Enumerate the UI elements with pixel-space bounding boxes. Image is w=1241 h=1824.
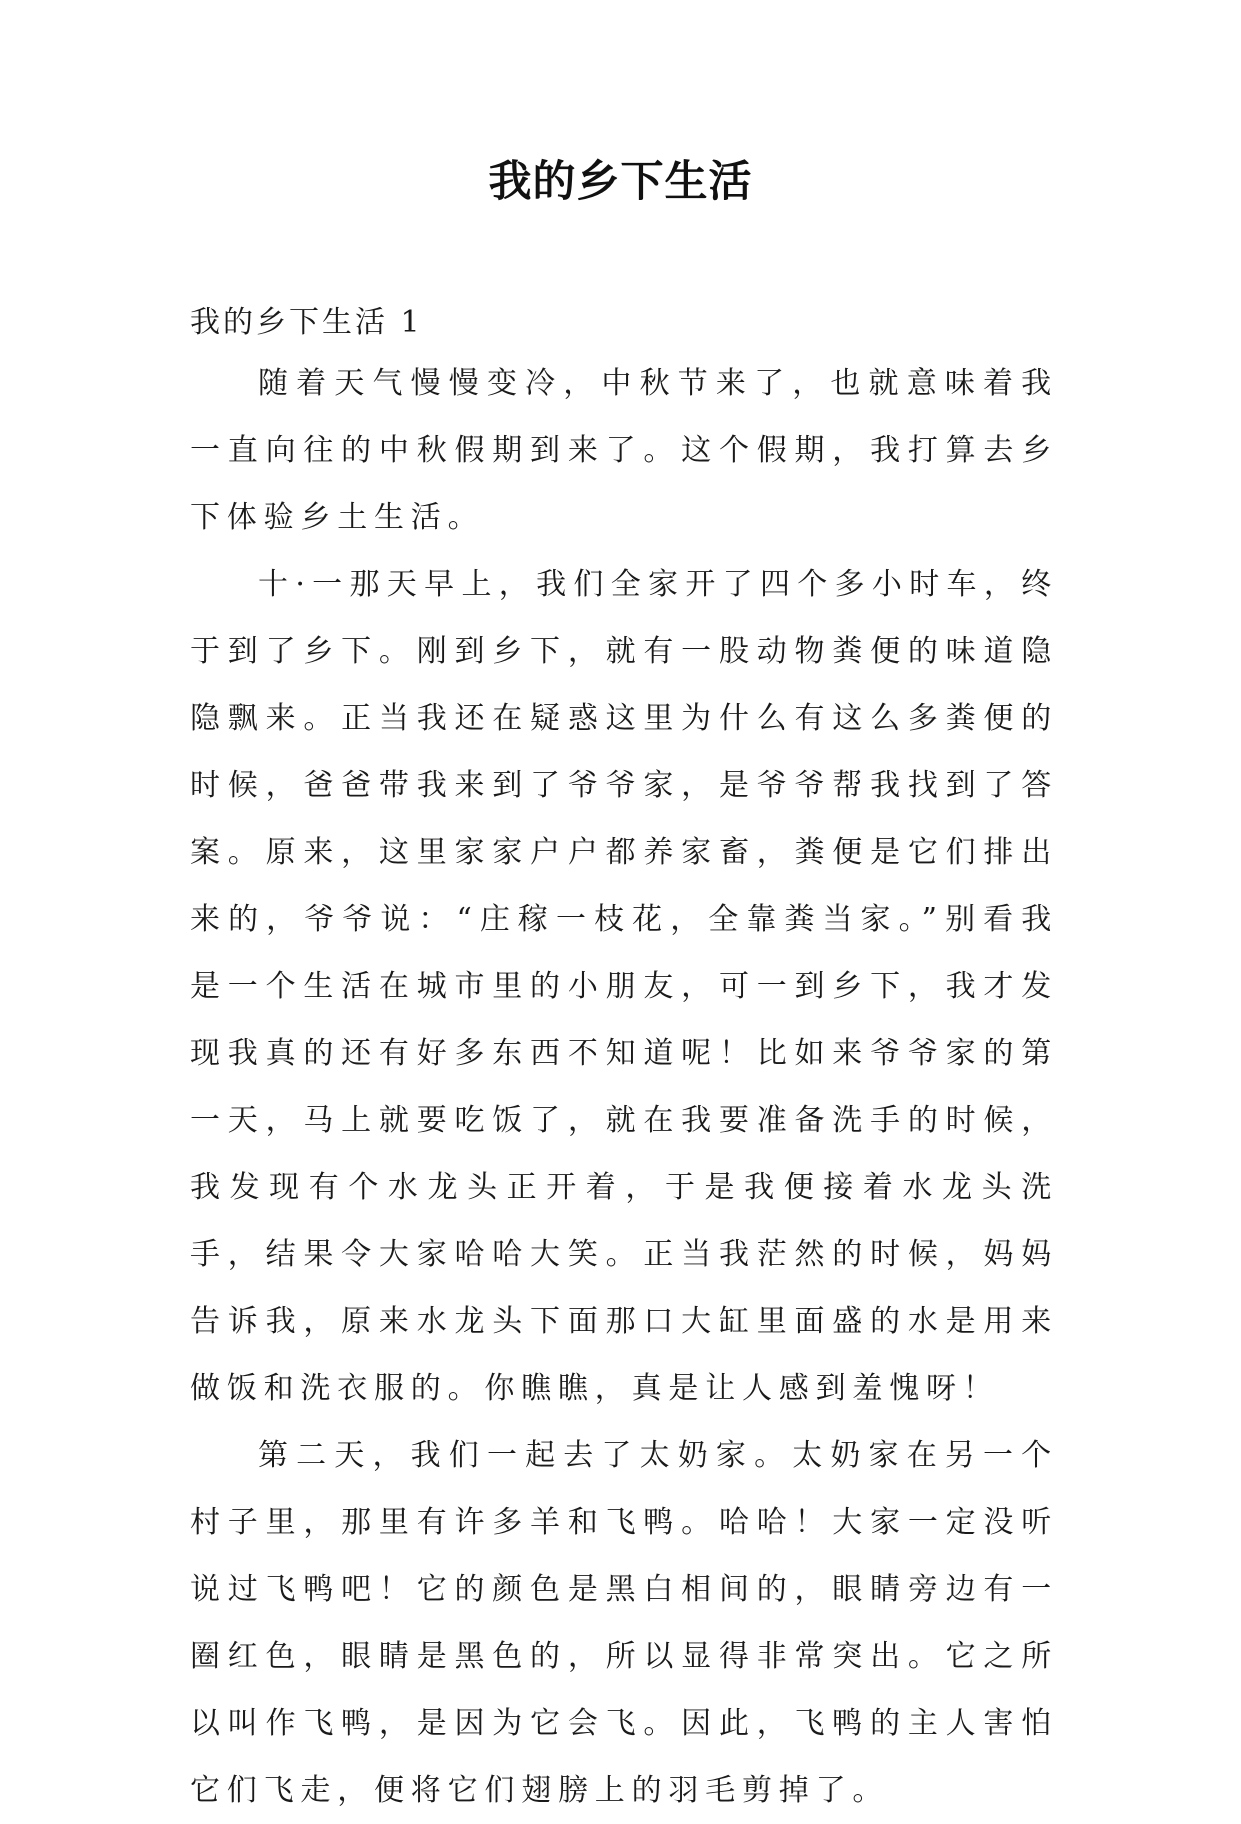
document-title: 我的乡下生活 [488,157,753,207]
section-heading: 我的乡下生活 1 [190,305,423,340]
paragraph-1: 随着天气慢慢变冷，中秋节来了，也就意味着我一直向往的中秋假期到来了。这个假期，我打算去乡下体验乡土生活。 [190,366,1058,535]
paragraph-3: 第二天，我们一起去了太奶家。太奶家在另一个村子里，那里有许多羊和飞鸭。哈哈！大家一定没听说过飞鸭吧！它的颜色是黑白相间的，眼睛旁边有一圈红色，眼睛是黑色的，所以显得非常突出。它之所以叫作飞鸭，是因为它会飞。因此，飞鸭的主人害怕它们飞走，便将它们翅膀上的羽毛剪掉了。 [190,1438,1058,1808]
paragraph-2: 十·一那天早上，我们全家开了四个多小时车，终于到了乡下。刚到乡下，就有一股动物粪便的味道隐隐飘来。正当我还在疑惑这里为什么有这么多粪便的时候，爸爸带我来到了爷爷家，是爷爷帮我找到了答案。原来，这里家家户户都养家畜，粪便是它们排出来的，爷爷说：“庄稼一枝花，全靠粪当家。”别看我是一个生活在城市里的小朋友，可一到乡下，我才发现我真的还有好多东西不知道呢！比如来爷爷家的第一天，马上就要吃饭了，就在我要准备洗手的时候，我发现有个水龙头正开着，于是我便接着水龙头洗手，结果令大家哈哈大笑。正当我茫然的时候，妈妈告诉我，原来水龙头下面那口大缸里面盛的水是用来做饭和洗衣服的。你瞧瞧，真是让人感到羞愧呀！ [190,567,1058,1406]
document-body [190,289,1058,1824]
